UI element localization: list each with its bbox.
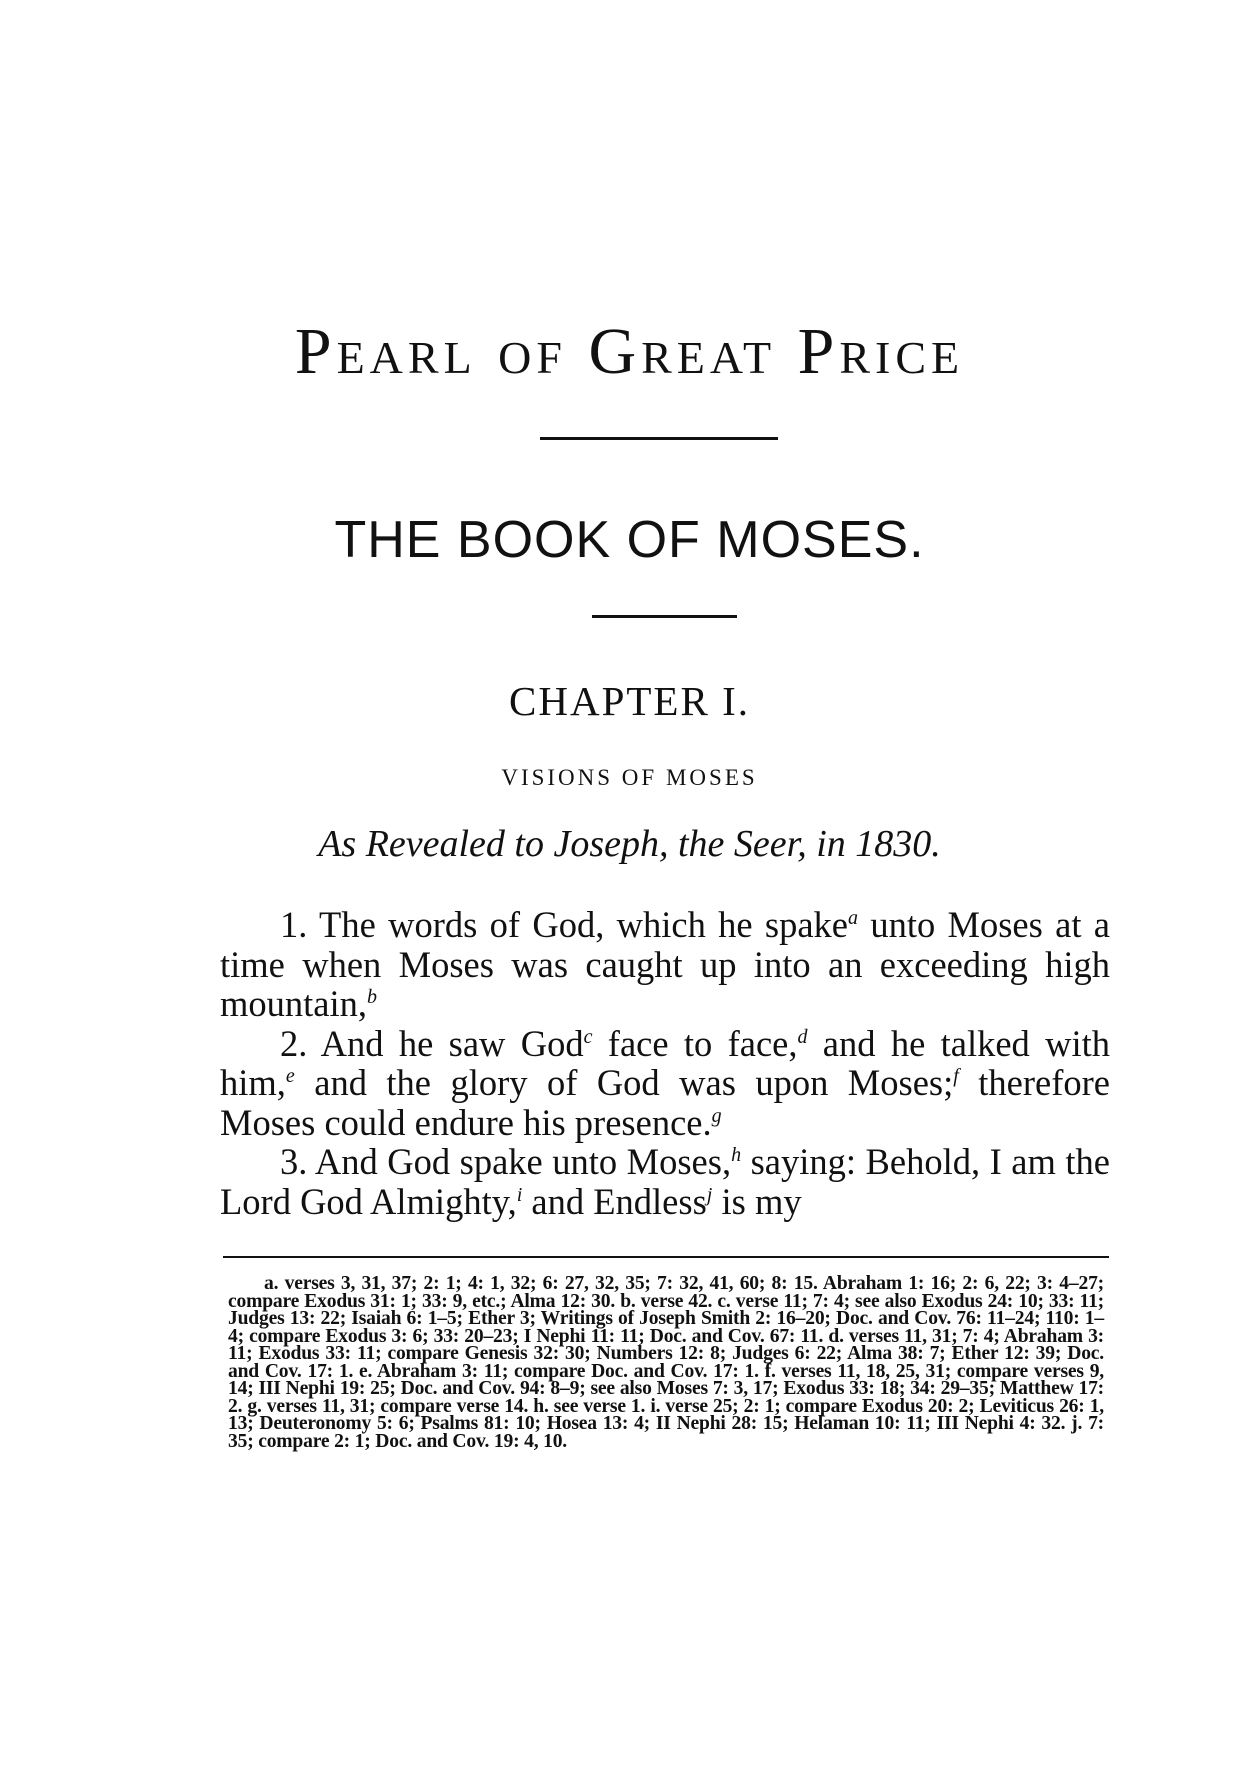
footnote-marker: e <box>285 1064 295 1087</box>
verse-text: is my <box>712 1180 802 1222</box>
verse-text: 1. The words of God, which he spake <box>280 904 849 945</box>
verse-2 <box>220 1024 1110 1143</box>
footnote-marker: c <box>583 1025 593 1048</box>
footnotes <box>228 1275 1104 1450</box>
chapter-heading: CHAPTER I. <box>509 678 750 724</box>
footnote-marker: j <box>706 1183 713 1206</box>
verse-text: and he talked with him, <box>220 1022 1110 1103</box>
verse-text: 2. And he saw God <box>280 1022 584 1064</box>
footnote-text: a. verses 3, 31, 37; 2: 1; 4: 1, 32; 6: 27, 32, 35; 7: 32, 41, 60; 8: 15. Abraham 1: 16; 2: 6, 22; 3: 4–27; compare Exodus 31: 1; 33: 9, etc.; Alma 12: 30. b. verse 42. c. verse 11; 7: 4; see also Exodus 24: 10; 33: 11; Judges 13: 22; Isaiah 6: 1–5; Ether 3; Writings of Joseph Smith 2: 16–20; Doc. and Cov. 76: 11–24; 110: 1–4; compare Exodus 3: 6; 33: 20–23; I Nephi 11: 11; Doc. and Cov. 67: 11. d. verses 11, 31; 7: 4; Abraham 3: 11; Exodus 33: 11; compare Genesis 32: 30; Numbers 12: 8; Judges 6: 22; Alma 38: 7; Ether 12: 39; Doc. and Cov. 17: 1. e. Abraham 3: 11; compare Doc. and Cov. 17: 1. f. verses 11, 18, 25, 31; compare verses 9, 14; III Nephi 19: 25; Doc. and Cov. 94: 8–9; see also Moses 7: 3, 17; Exodus 33: 18; 34: 29–35; Matthew 17: 2. g. verses 11, 31; compare verse 14. h. see verse 1. i. verse 25; 2: 1; compare Exodus 20: 2; Leviticus 26: 1, 13; Deuteronomy 5: 6; Psalms 81: 10; Hosea 13: 4; II Nephi 28: 15; Helaman 10: 11; III Nephi 4: 32. j. 7: 35; compare 2: 1; Doc. and Cov. 19: 4, 10. <box>228 1273 1104 1452</box>
verse-text: saying: Behold, I am the Lord God Almighty, <box>220 1141 1110 1222</box>
verse-text: face to face, <box>592 1022 798 1064</box>
verse-text: unto Moses at a time when Moses was caught up into an exceeding high mountain, <box>220 904 1111 1024</box>
chapter-subtitle: As Revealed to Joseph, the Seer, in 1830. <box>318 823 941 865</box>
page-title: Pearl of Great Price <box>294 315 965 389</box>
verse-text: and the glory of God was upon Moses; <box>294 1062 954 1103</box>
footnote-marker: a <box>848 906 859 929</box>
book-title-divider <box>592 615 737 618</box>
verse-text: and Endless <box>522 1180 707 1222</box>
footnote-marker: g <box>711 1104 722 1127</box>
footnote-marker: b <box>367 985 377 1008</box>
verse-3 <box>220 1142 1110 1221</box>
book-title: THE BOOK OF MOSES. <box>334 511 925 569</box>
verse-text: 3. And God spake unto Moses, <box>280 1141 732 1182</box>
verse-1 <box>220 905 1110 1024</box>
footnote-marker: h <box>731 1143 742 1166</box>
footnote-marker: i <box>516 1183 523 1206</box>
verse-text: therefore Moses could endure his presence. <box>220 1062 1110 1143</box>
footnote-marker: d <box>797 1025 808 1048</box>
title-divider <box>540 437 778 440</box>
scripture-text <box>220 905 1110 1221</box>
footnote-marker: f <box>953 1064 959 1087</box>
footnote-divider <box>223 1256 1109 1258</box>
chapter-subheading: VISIONS OF MOSES <box>501 765 758 790</box>
